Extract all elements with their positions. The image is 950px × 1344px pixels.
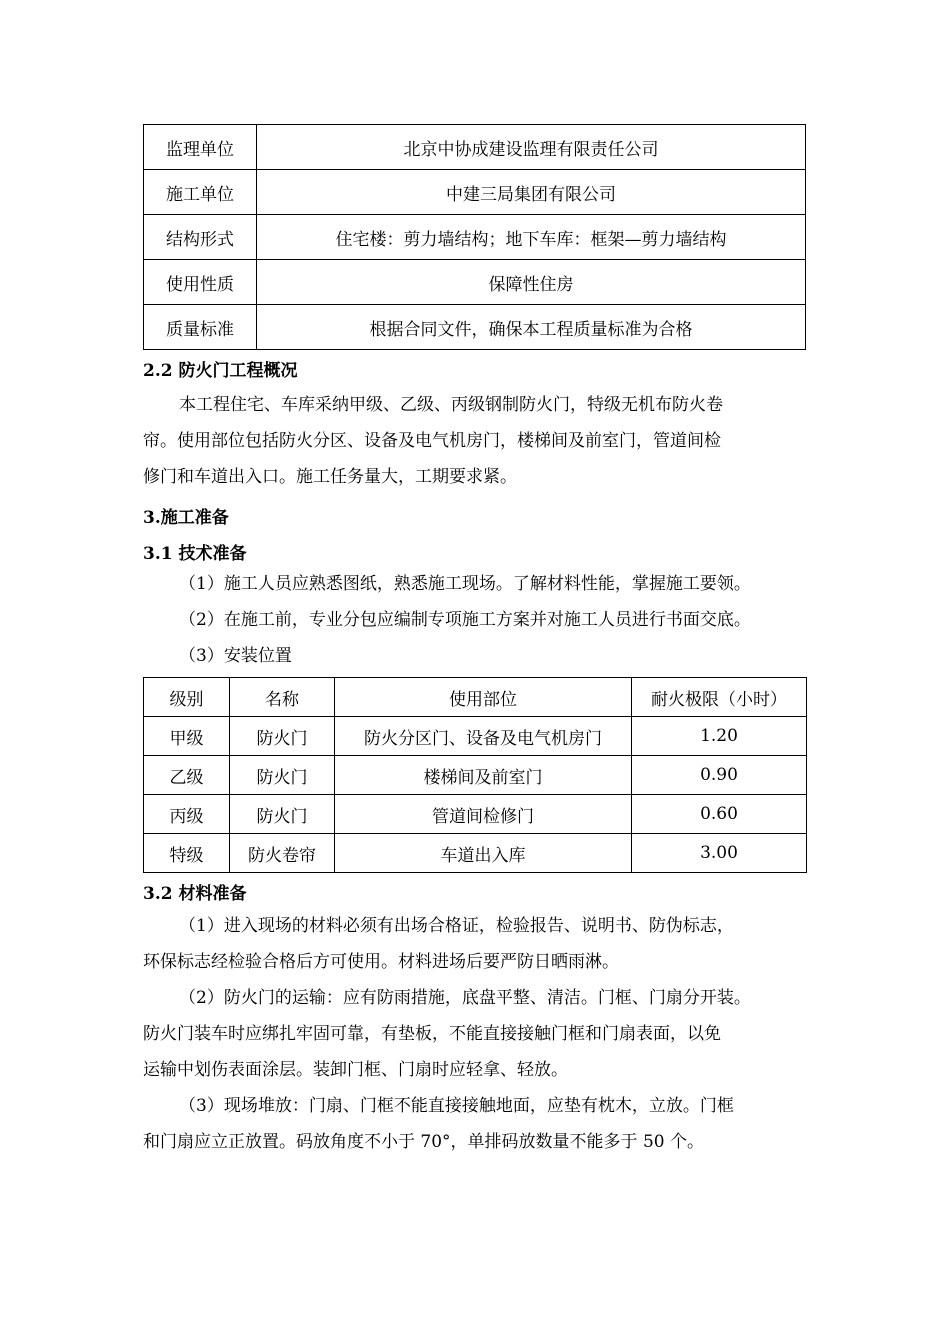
paragraph-line: 环保标志经检验合格后方可使用。材料进场后要严防日晒雨淋。 bbox=[143, 952, 619, 972]
table-row bbox=[144, 795, 807, 834]
paragraph-line: 运输中划伤表面涂层。装卸门框、门扇时应轻拿、轻放。 bbox=[143, 1060, 568, 1080]
project-info-table bbox=[143, 124, 806, 350]
column-header: 级别 bbox=[144, 678, 230, 717]
fire-door-table bbox=[143, 677, 807, 873]
table-row bbox=[144, 756, 807, 795]
table-cell: 防火卷帘 bbox=[230, 834, 335, 873]
row-label: 质量标准 bbox=[144, 305, 257, 350]
table-row bbox=[144, 305, 806, 350]
table-cell: 防火分区门、设备及电气机房门 bbox=[335, 717, 632, 756]
row-label: 施工单位 bbox=[144, 170, 257, 215]
section-3-2-body bbox=[143, 908, 813, 1160]
table-cell: 管道间检修门 bbox=[335, 795, 632, 834]
table-row bbox=[144, 125, 806, 170]
section-heading-3-2: 3.2 材料准备 bbox=[143, 884, 247, 904]
table-cell: 防火门 bbox=[230, 717, 335, 756]
paragraph-line: 和门扇应立正放置。码放角度不小于 70°，单排码放数量不能多于 50 个。 bbox=[143, 1132, 704, 1152]
paragraph-line: 防火门装车时应绑扎牢固可靠，有垫板，不能直接接触门框和门扇表面，以免 bbox=[143, 1024, 721, 1044]
table-cell: 3.00 bbox=[632, 834, 807, 873]
table-cell: 特级 bbox=[144, 834, 230, 873]
column-header: 耐火极限（小时） bbox=[632, 678, 807, 717]
row-value: 北京中协成建设监理有限责任公司 bbox=[257, 125, 806, 170]
table-row bbox=[144, 215, 806, 260]
row-value: 住宅楼：剪力墙结构；地下车库：框架—剪力墙结构 bbox=[257, 215, 806, 260]
table-cell: 丙级 bbox=[144, 795, 230, 834]
table-row bbox=[144, 834, 807, 873]
section-heading-2-2: 2.2 防火门工程概况 bbox=[143, 361, 298, 381]
paragraph-line: （3）现场堆放：门扇、门框不能直接接触地面，应垫有枕木，立放。门框 bbox=[179, 1096, 734, 1116]
paragraph-line: 帘。使用部位包括防火分区、设备及电气机房门，楼梯间及前室门，管道间检 bbox=[143, 431, 721, 451]
table-cell: 乙级 bbox=[144, 756, 230, 795]
paragraph-line: 修门和车道出入口。施工任务量大，工期要求紧。 bbox=[143, 467, 517, 487]
column-header: 使用部位 bbox=[335, 678, 632, 717]
row-label: 使用性质 bbox=[144, 260, 257, 305]
row-value: 根据合同文件，确保本工程质量标准为合格 bbox=[257, 305, 806, 350]
table-cell: 楼梯间及前室门 bbox=[335, 756, 632, 795]
table-cell: 0.60 bbox=[632, 795, 807, 834]
table-cell: 1.20 bbox=[632, 717, 807, 756]
table-row bbox=[144, 170, 806, 215]
section-heading-3-1: 3.1 技术准备 bbox=[143, 544, 247, 564]
row-label: 结构形式 bbox=[144, 215, 257, 260]
table-cell: 甲级 bbox=[144, 717, 230, 756]
table-header-row bbox=[144, 678, 807, 717]
paragraph-line: 本工程住宅、车库采纳甲级、乙级、丙级钢制防火门，特级无机布防火卷 bbox=[179, 395, 723, 415]
row-label: 监理单位 bbox=[144, 125, 257, 170]
paragraph-line: （2）防火门的运输：应有防雨措施，底盘平整、清洁。门框、门扇分开装。 bbox=[179, 988, 751, 1008]
list-item: （2）在施工前，专业分包应编制专项施工方案并对施工人员进行书面交底。 bbox=[179, 610, 751, 630]
table-row bbox=[144, 260, 806, 305]
row-value: 保障性住房 bbox=[257, 260, 806, 305]
section-heading-3: 3.施工准备 bbox=[143, 508, 229, 528]
table-cell: 车道出入库 bbox=[335, 834, 632, 873]
paragraph-line: （1）进入现场的材料必须有出场合格证，检验报告、说明书、防伪标志， bbox=[179, 916, 734, 936]
section-2-2-body bbox=[143, 387, 813, 495]
list-item: （3）安装位置 bbox=[179, 646, 292, 666]
column-header: 名称 bbox=[230, 678, 335, 717]
table-cell: 防火门 bbox=[230, 795, 335, 834]
row-value: 中建三局集团有限公司 bbox=[257, 170, 806, 215]
table-cell: 0.90 bbox=[632, 756, 807, 795]
section-3-1-body bbox=[143, 566, 813, 674]
table-row bbox=[144, 717, 807, 756]
list-item: （1）施工人员应熟悉图纸，熟悉施工现场。了解材料性能，掌握施工要领。 bbox=[179, 574, 751, 594]
table-cell: 防火门 bbox=[230, 756, 335, 795]
